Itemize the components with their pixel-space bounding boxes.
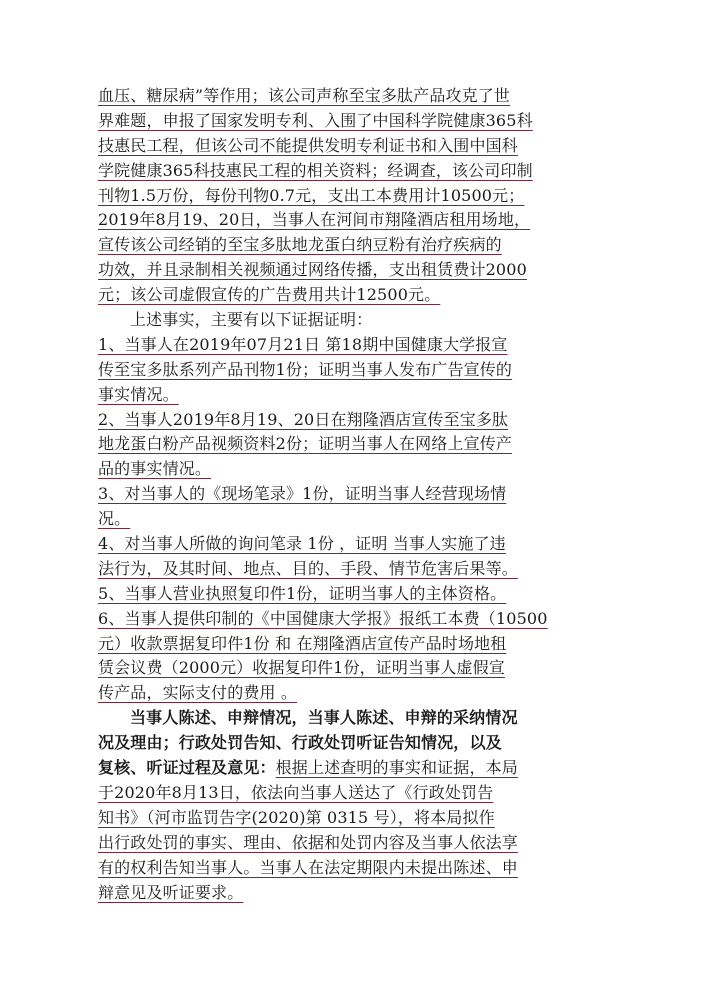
section-intro-line: 上述事实，主要有以下证据证明：: [130, 310, 373, 330]
evidence-item-line: 赁会议费（2000元）收据复印件1份，证明当事人虚假宣: [98, 658, 505, 678]
section-heading-tail: 复核、听证过程及意见：: [98, 758, 276, 778]
text-line: 元；该公司虚假宣传的广告费用共计12500元。: [98, 285, 441, 305]
text-line: 知书》（河市监罚告字(2020)第 0315 号），将本局拟作: [98, 807, 495, 827]
evidence-item-line: 传至宝多肽系列产品刊物1份；证明当事人发布广告宣传的: [98, 359, 513, 379]
text-line: 功效，并且录制相关视频通过网络传播，支出租赁费计2000: [98, 260, 527, 280]
text-line: 血压、糖尿病”等作用；该公司声称至宝多肽产品攻克了世: [98, 86, 511, 105]
section-heading-line: 当事人陈述、申辩情况，当事人陈述、申辩的采纳情况: [130, 708, 518, 728]
text-line: 辩意见及听证要求。: [98, 882, 244, 902]
evidence-item-line: 况。: [98, 509, 131, 529]
evidence-item-line: 4、对当事人所做的询问笔录 1份 ，证明 当事人实施了违: [98, 534, 506, 554]
evidence-item-line: 3、对当事人的《现场笔录》1份，证明当事人经营现场情: [98, 484, 507, 504]
evidence-item-line: 元）收款票据复印件1份 和 在翔隆酒店宣传产品时场地租: [98, 633, 507, 653]
text-segment: 根据上述查明的事实和证据，本局: [275, 758, 518, 778]
document-body: [98, 84, 618, 905]
evidence-item-line: 2、当事人2019年8月19、20日在翔隆酒店宣传至宝多肽: [98, 409, 509, 429]
evidence-item-line: 地龙蛋白粉产品视频资料2份；证明当事人在网络上宣传产: [98, 434, 513, 454]
mixed-heading-line: [98, 756, 618, 781]
evidence-item-line: 传产品，实际支付的费用 。: [98, 683, 298, 703]
evidence-item-line: 5、当事人营业执照复印件1份，证明当事人的主体资格。: [98, 583, 507, 603]
text-line: 出行政处罚的事实、理由、依据和处罚内容及当事人依法享: [98, 832, 518, 852]
text-line: 刊物1.5万份，每份刊物0.7元，支出工本费用计10500元；: [98, 185, 525, 205]
evidence-item-line: 品的事实情况。: [98, 459, 212, 479]
text-line: 界难题，申报了国家发明专利、入围了中国科学院健康365科: [98, 110, 533, 130]
evidence-item-line: 1、当事人在2019年07月21日 第18期中国健康大学报宣: [98, 334, 508, 354]
text-line: 宣传该公司经销的至宝多肽地龙蛋白纳豆粉有治疗疾病的: [98, 235, 502, 255]
text-line: 学院健康365科技惠民工程的相关资料；经调查，该公司印制: [98, 160, 533, 180]
text-line: 技惠民工程，但该公司不能提供发明专利证书和入围中国科: [98, 135, 518, 155]
evidence-item-line: 6、当事人提供印制的《中国健康大学报》报纸工本费（10500: [98, 608, 548, 628]
text-line: 于2020年8月13日，依法向当事人送达了《行政处罚告: [98, 782, 494, 802]
evidence-item-line: 事实情况。: [98, 384, 179, 404]
evidence-item-line: 法行为，及其时间、地点、目的、手段、情节危害后果等。: [98, 558, 518, 578]
text-line: 2019年8月19、20日，当事人在河间市翔隆酒店租用场地，: [98, 210, 531, 230]
section-heading-line: 况及理由；行政处罚告知、行政处罚听证告知情况，以及: [98, 733, 502, 753]
text-line: 有的权利告知当事人。当事人在法定期限内未提出陈述、申: [98, 857, 518, 877]
